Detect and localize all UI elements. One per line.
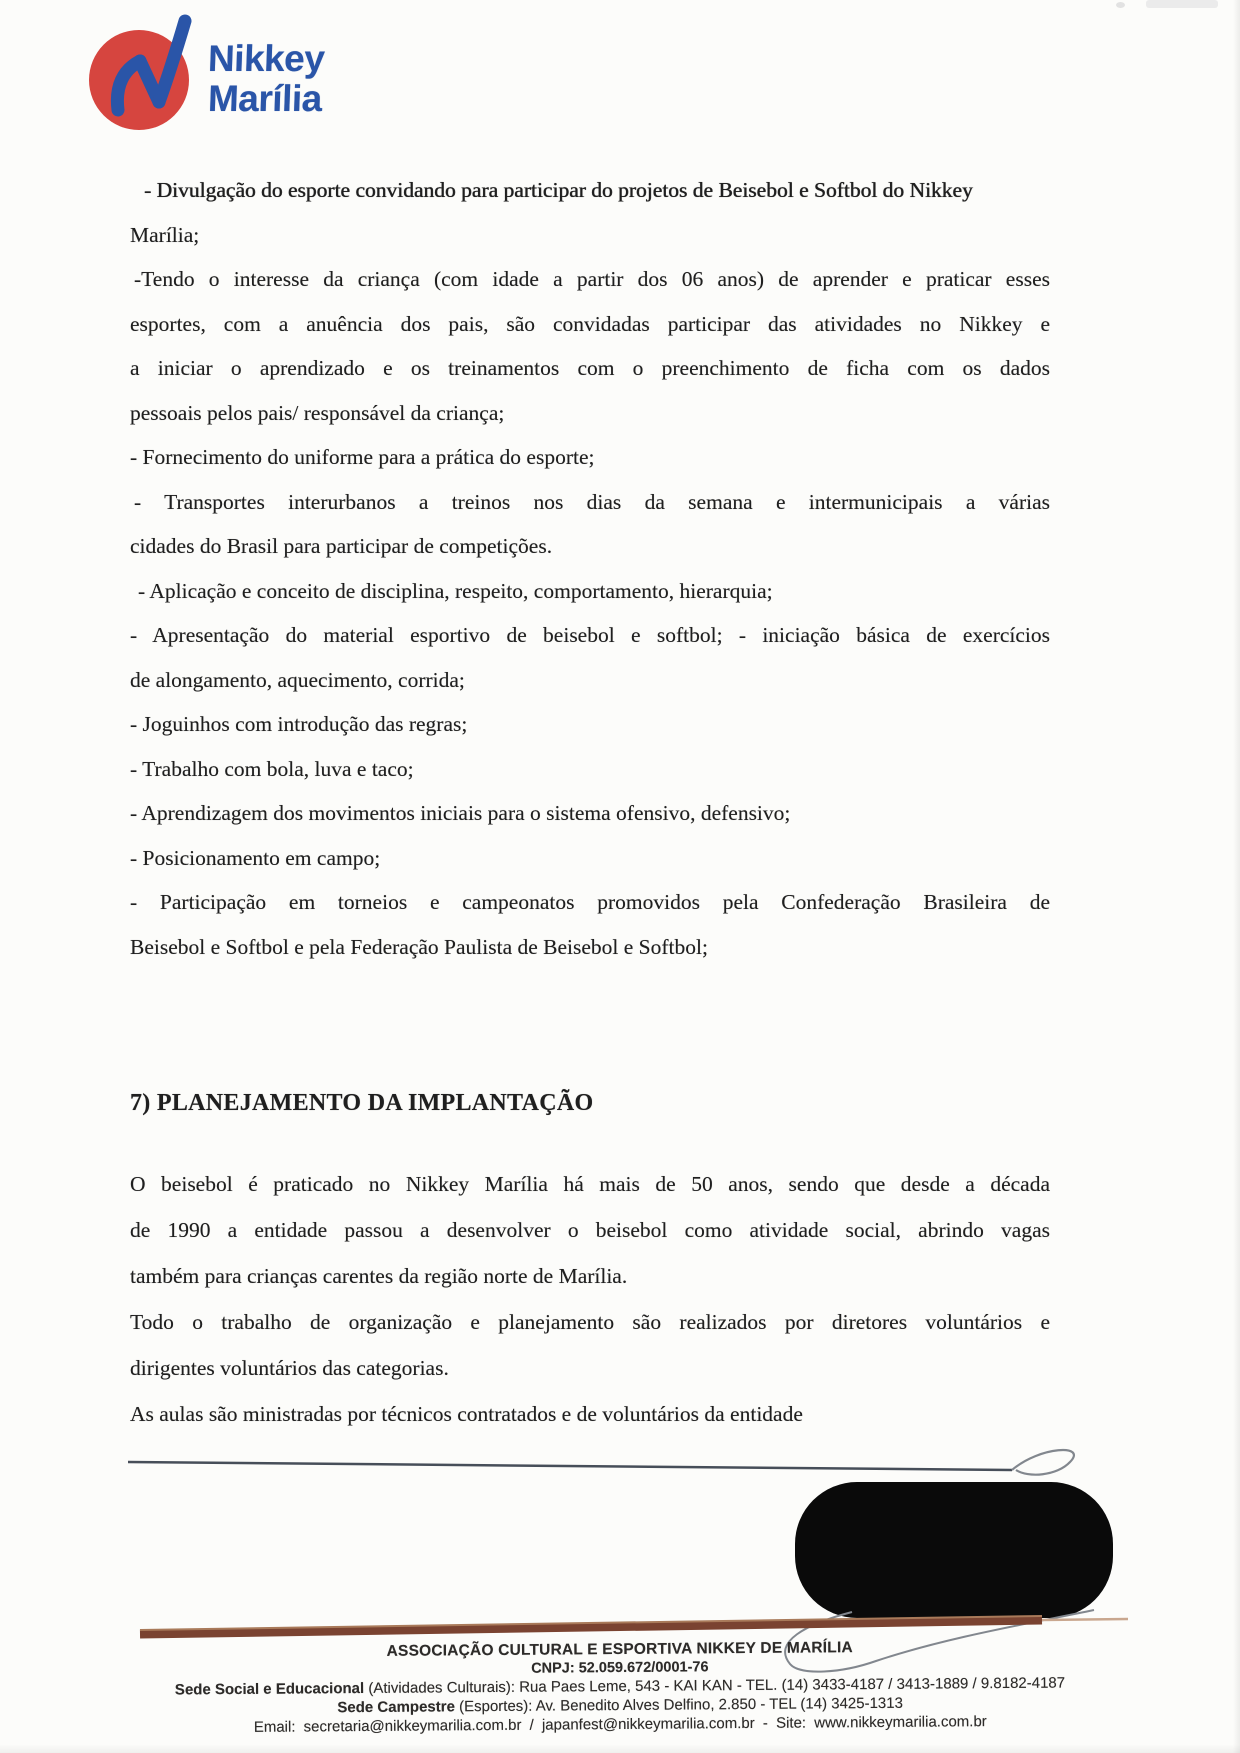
footer-sede-campestre-label: Sede Campestre <box>337 1698 455 1717</box>
footer-cnpj: CNPJ: 52.059.672/0001-76 <box>531 1659 709 1677</box>
text-line: - Aprendizagem dos movimentos iniciais para o sistema ofensivo, defensivo; <box>130 801 791 825</box>
footer-org-name: ASSOCIAÇÃO CULTURAL E ESPORTIVA NIKKEY DE MARÍLIA <box>386 1639 853 1660</box>
signature-loop-stroke <box>1012 1450 1074 1475</box>
text-line: dirigentes voluntários das categorias. <box>130 1356 449 1380</box>
section-heading: 7) PLANEJAMENTO DA IMPLANTAÇÃO <box>130 1090 594 1116</box>
footer-contacts: Email: secretaria@nikkeymarilia.com.br / japanfest@nikkeymarilia.com.br - Site: www.nikkeymarilia.com.br <box>253 1713 987 1736</box>
text-line: O beisebol é praticado no Nikkey Marília há mais de 50 anos, sendo que desde a década <box>130 1172 1050 1196</box>
scan-smudge <box>1146 0 1218 8</box>
scan-edge-shade <box>0 1744 1240 1753</box>
body-text <box>130 168 1050 969</box>
text-line: - Joguinhos com introdução das regras; <box>130 712 468 736</box>
logo-text-line1: Nikkey <box>207 38 326 79</box>
text-line: - Posicionamento em campo; <box>130 845 381 870</box>
text-line: - Apresentação do material esportivo de beisebol e softbol; - iniciação básica de exercícios <box>130 623 1050 647</box>
implementation-paragraph <box>130 1161 1050 1437</box>
text-line: As aulas são ministradas por técnicos contratados e de voluntários da entidade <box>130 1402 803 1426</box>
footer-rule-taper <box>1042 1619 1128 1620</box>
text-line: Beisebol e Softbol e pela Federação Paulista de Beisebol e Softbol; <box>130 934 708 959</box>
text-line: - Trabalho com bola, luva e taco; <box>130 756 414 781</box>
redaction-blob <box>795 1482 1113 1618</box>
logo-text-line2: Marília <box>207 78 323 119</box>
logo-mark-icon <box>82 14 217 139</box>
text-line: Todo o trabalho de organização e planejamento são realizados por diretores voluntários e <box>130 1310 1050 1334</box>
text-line: de alongamento, aquecimento, corrida; <box>130 667 465 692</box>
text-line: - Fornecimento do uniforme para a prática do esporte; <box>130 445 595 469</box>
org-logo <box>82 14 412 144</box>
text-line: - Divulgação do esporte convidando para participar do projetos de Beisebol e Softbol do Nikkey <box>144 178 973 202</box>
text-line: - Aplicação e conceito de disciplina, respeito, comportamento, hierarquia; <box>138 578 773 603</box>
signature-line <box>128 1462 1012 1470</box>
footer-sede-social-label: Sede Social e Educacional <box>174 1680 365 1699</box>
text-line: de 1990 a entidade passou a desenvolver o beisebol como atividade social, abrindo vagas <box>130 1218 1050 1242</box>
text-line: - Participação em torneios e campeonatos promovidos pela Confederação Brasileira de <box>130 890 1050 914</box>
text-line: esportes, com a anuência dos pais, são convidadas participar das atividades no Nikkey e <box>130 311 1050 336</box>
text-line: -Tendo o interesse da criança (com idade a partir dos 06 anos) de aprender e praticar esses <box>134 267 1050 291</box>
footer-sede-campestre-text: (Esportes): Av. Benedito Alves Delfino, 2.850 - TEL (14) 3425-1313 <box>454 1694 904 1716</box>
footer <box>0 1636 1240 1738</box>
text-line: pessoais pelos pais/ responsável da criança; <box>130 400 505 425</box>
text-line: a iniciar o aprendizado e os treinamentos com o preenchimento de ficha com os dados <box>130 356 1050 380</box>
text-line: - Transportes interurbanos a treinos nos dias da semana e intermunicipais a várias <box>134 489 1050 514</box>
text-line: Marília; <box>130 222 200 247</box>
footer-sede-social-text: (Atividades Culturais): Rua Paes Leme, 543 - KAI KAN - TEL. (14) 3433-4187 / 3413-1889 / 9.8182-4187 <box>364 1674 1066 1698</box>
text-line: cidades do Brasil para participar de competições. <box>130 534 553 558</box>
scan-smudge-dot <box>1116 2 1125 8</box>
text-line: também para crianças carentes da região norte de Marília. <box>130 1264 628 1288</box>
